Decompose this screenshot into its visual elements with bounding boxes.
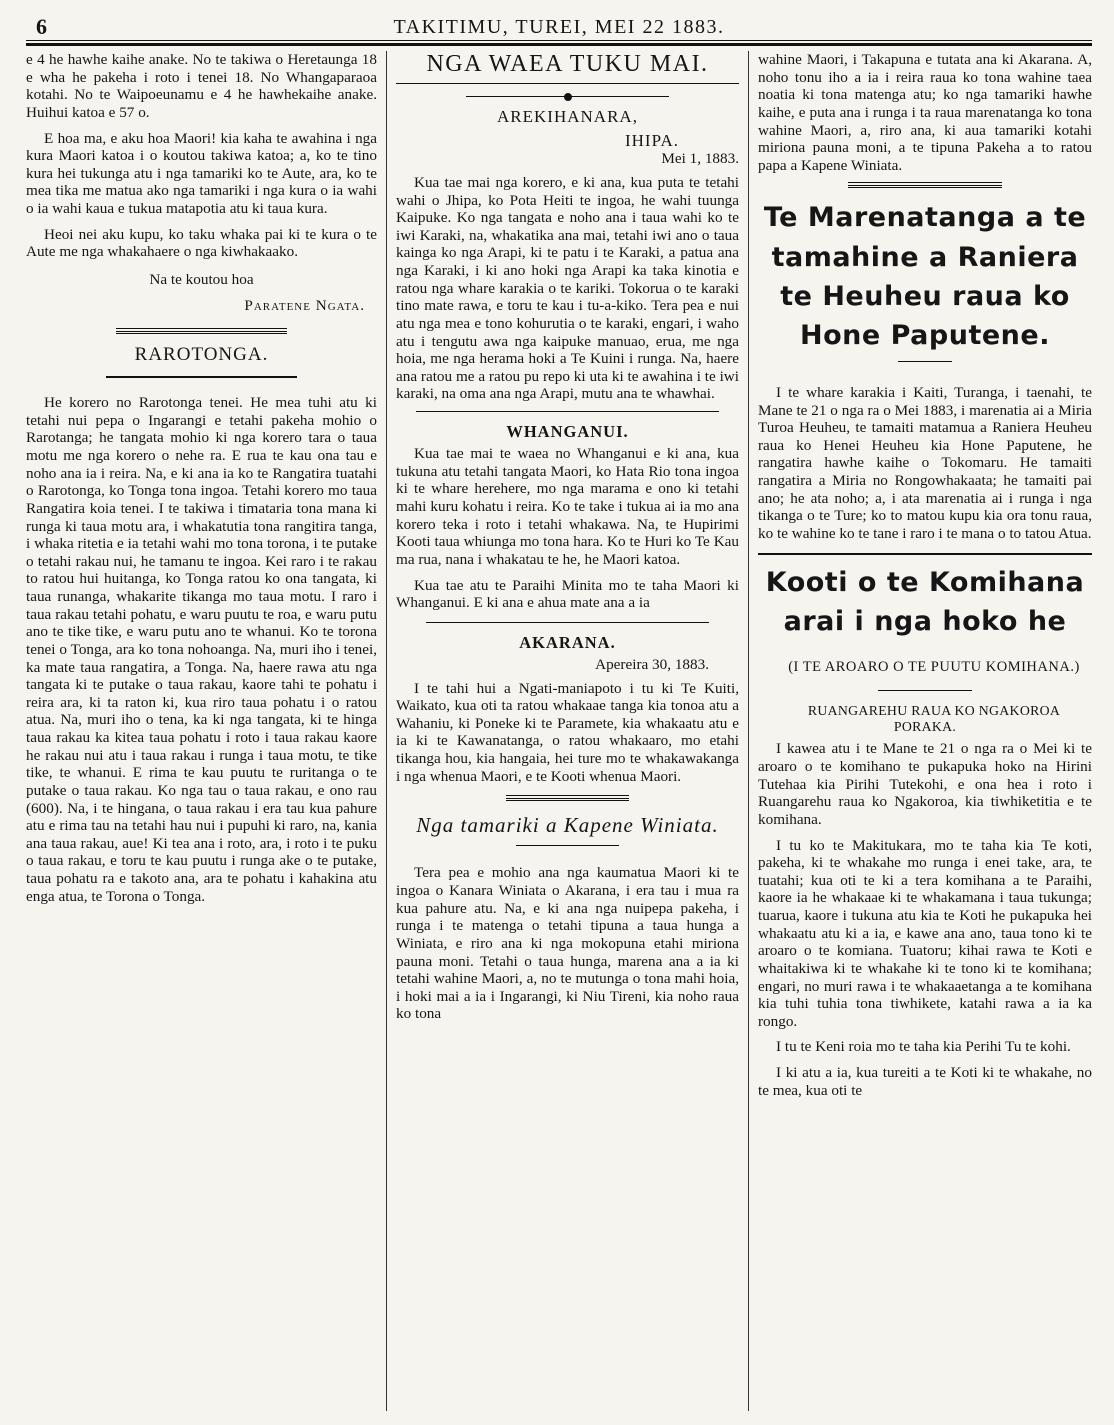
column-2 (386, 51, 748, 1411)
column-1 (26, 51, 386, 1411)
ruangarehu-body: I ki atu a ia, kua tureiti a te Koti ki te whakahe, no te mea, kua oti te (758, 1064, 1092, 1099)
ruangarehu-body: I kawea atu i te Mane te 21 o nga ra o Mei ki te aroaro o te komihano te pukapuka hoko na Hirini Tutehaa kia Pirihi Tutekohi, e ona hea i roto i Ruangarehu raua ko Ngakoroa, kia tiwhiketitia e te komihana. (758, 740, 1092, 828)
page-header-title: TAKITIMU, TUREI, MEI 22 1883. (393, 16, 725, 38)
section-divider (516, 845, 619, 846)
dateline-date: Apereira 30, 1883. (595, 655, 709, 673)
rarotonga-body: He korero no Rarotonga tenei. He mea tuhi atu ki tetahi nui pepa o Ingarangi e tetahi pakeha mohio o Rarotanga; he tangata mohio ki nga korero tara o taua motu me nga korero o nehe ra. E rua te kau ona tau e noho ana ia i reira. Na, e ki ana ia ko te Rangatira tuatahi o Rarotonga, ko Tonga tona ingoa. Tetahi korero mo taua Rangatira koia tenei. I te takiwa i timataria tona mana ki runga ki taua motu ara, i whakatutia tona rangitira tanga, i whaka ritetia e ia tetahi wahi mo tona torona, i te putake o tetahi rakau nui, he tamanu te ingoa. Kei raro i te rakau to ratou hui huitanga, ko Tonga ratou ko ona tangata, ki taua runanga, whakarite tikanga mo taua motu. I raro i taua rakau tetahi pohatu, e waru puutu te roa, e waru putu ano te tike tike, e waru putu ano te whanui. Ko te torona tenei o Tonga, ara ko tona nohoanga. Na, muri iho i tenei, ka mate taua rangatira, a Tonga. Na, haere rawa atu nga tangata ki te putake o taua rakau, kaore tahi te pohatu i reira ara, ki ta raton ki, kua riro taua pohatu i o ratou atua. Na, muri iho o tena, ka ki nga tangata, ki te hinga taua rakau ka kitea taua pohatu i roto i taua rakau kaore he rakau nui atu i taua rakau i runga i taua motu, te tike tike, te whanui. E rima te kau puutu te ruritanga o te putake o taua rakau. Ko nga tau o taua rakau, e ono rau (600). Na, i te hingana, o taua rakau i era tau kua pahure atu e rima tau na tetahi hau nui i pupuhi ki raro, na, kania ana taua rakau, aue! Ki tea ana i roto, ara, i roto i te puku o taua rakau, e toru te kau puutu i runga ake o te putake, taua pohatu ra e takoto ana, ara te pohatu i kahakina atu enga atua, te Torona o Tonga. (26, 394, 377, 905)
page-number: 6 (36, 14, 47, 39)
section-divider (116, 328, 287, 334)
ruangarehu-heading: RUANGAREHU RAUA KO NGAKOROA PORAKA. (807, 702, 1061, 734)
dateline-place: AREKIHANARA, (497, 106, 638, 126)
diamond-ornament-icon (562, 91, 573, 102)
col1-paragraph: Heoi nei aku kupu, ko taku whaka pai ki te kura o te Aute me nga whakahaere o nga kiwhakaako. (26, 225, 377, 261)
section-divider (416, 411, 719, 412)
winiata-body: Tera pea e mohio ana nga kaumatua Maori ki te ingoa o Kanara Winiata o Akarana, i era tau i mua ra kua pahure atu. Na, e ki ana nga nuipepa pakeha, i runga i te matenga o tetahi tipuna a taua hunga a Winiata, e riro ana ki nga mokopuna etahi miriona pauna moni. Tetahi o taua hunga, marena ana a ia ki tetahi wahine Maori, a, no te mutunga o tona mahi hoia, i hoki mai a ia i Ingarangi, ki Niu Tireni, kia noho raua ko tona (396, 864, 739, 1023)
signature-name: Paratene Ngata. (244, 296, 365, 314)
column-3 (748, 51, 1092, 1411)
columns (26, 51, 1092, 1411)
section-title-marenatanga: Te Marenatanga a te tamahine a Raniera te Heuheu raua ko Hone Paputene. (763, 202, 1087, 351)
kooti-subheading: (I TE AROARO O TE PUUTU KOMIHANA.) (788, 658, 1080, 675)
col1-intro: e 4 he hawhe kaihe anake. No te takiwa o Heretaunga 18 e wha he pakeha i roto i tenei 18. No Whangaparaoa kotahi. No te Waipoeunamu e 4 he hawhekaihe anake. Huihui katoa e 57 o. (26, 51, 377, 121)
telegram-body: Kua tae mai nga korero, e ki ana, kua puta te tetahi wahi o Jhipa, ko Pota Heiti te ingoa, he wahi tuunga Kaipuke. Ko nga tangata e noho ana i taua wahi ko te iwi Karaki, na, whakatika ana mai, tetahi iwi ano o taua kainga ko nga Arapi, ki te patu i te Karaki, a patua ana nga Karaki, i ki ano hoki nga Arapi ka taka kinotia e ratou nga whare karakia o te kariki. Tokorua o te karaki tino mate rawa, e toru te kau i tu-a-kiko. Tera pea e nui atu nga mea e tono kohurutia o te karaki, engari, i waho atu i tengutu awa nga kaipuke manuao, erua, me nga hoia, me nga herama hoki a Te Kuini i runga. Na, haere ana ratou me a ratou pu repo ki uta ki te awahina i te iwi karaki, na oma ana nga Arapi, mutu ana te whawhai. (396, 173, 739, 403)
section-divider (426, 622, 709, 623)
section-title-kooti: Kooti o te Komihana arai i nga hoko he (765, 566, 1085, 637)
dateline-subplace: IHIPA. (624, 130, 679, 150)
masthead (26, 14, 1092, 41)
telegram-body: Kua tae mai te waea no Whanganui e ki ana, kua tukuna atu tetahi tangata Maori, ko Hata Rio tona ingoa ki te whare herehere, mo nga marama e ono ki tetahi mahi kuru kohatu i reira. Ko te take i tukua ai ia mo ana korero teka i roto i tetahi whakawa. Na, te Hupirimi Kooti taua whiunga mo tona hara. Ko te Huri ko Te Kau ma rua, nana i whakatau te he, he Maori katoa. (396, 445, 739, 568)
header-rule (26, 43, 1092, 46)
marenatanga-body: I te whare karakia i Kaiti, Turanga, i taenahi, te Mane te 21 o nga ra o Mei 1883, i marenatia ai a Miria Turoa Heuheu, te tamaiti matamua a Raniera Heuheu raua ko Henei Heuheu kia Hone Paputene, he rangatira hawhe kaihe o Tokomaru. He tamaiti rangatira a Miria no Rongowhakaata; he tamaiti pai ano; he ata noho; a, i ata marenatia ai i runga i nga tikanga o te Ture; ko to matou kupu kia ora tonu raua, ko te wahine ko te tane i raro i te mana o to tatou Atua. (758, 383, 1092, 542)
section-title-rarotonga: RAROTONGA. (134, 344, 269, 366)
telegram-body: Kua tae atu te Paraihi Minita mo te taha Maori ki Whanganui. E ki ana e ahua mate ana a ia (396, 576, 739, 612)
telegram-body: I te tahi hui a Ngati-maniapoto i tu ki Te Kuiti, Waikato, kua oti ta ratou whakaae tanga kia tonoa atu a Wahaniu, ki Poneke ki te Paramete, kia whakaatu atu e ia ki te Kawanatanga, o ratou whakaaro, mo etahi tikanga hou, kia hangaia, hei ture mo te whakawakanga i nga whenua Maori, e te Kooti whenua Maori. (396, 679, 739, 785)
winiata-continued: wahine Maori, i Takapuna e tutata ana ki Akarana. A, noho tonu iho a ia i reira raua ko tona wahine taea noatia ki tona matenga atu; ko nga tamariki hawhe kaihe, e puta ana i runga i ta raua marenatanga ko tona wahine Maori, a, riro ana, ki aua tamariki kotahi miriona pauna moni, a te tipuna Pakeha a to ratou papa a Kapene Winiata. (758, 51, 1092, 174)
section-divider (506, 795, 629, 801)
section-divider (878, 690, 972, 691)
section-divider (106, 376, 297, 378)
section-title-winiata: Nga tamariki a Kapene Winiata. (416, 813, 719, 838)
section-divider (758, 553, 1092, 555)
dateline-date: Mei 1, 1883. (661, 150, 739, 168)
signature-salutation: Na te koutou hoa (149, 270, 254, 288)
section-divider (848, 182, 1002, 188)
ruangarehu-body: I tu te Keni roia mo te taha kia Perihi Tu te kohi. (776, 1038, 1071, 1056)
col1-paragraph: E hoa ma, e aku hoa Maori! kia kaha te awahina i nga kura Maori katoa i o koutou takiwa katoa; a, ko te tino kura hei tukunga atu i nga tamariki ko te Aute, ara, ko te mea tika me matua ako nga tamariki i nga kura o ia wahi o ia wahi kaua e tukua matapotia atu ki taua kura. (26, 129, 377, 217)
ruangarehu-body: I tu ko te Makitukara, mo te taha kia Te koti, pakeha, ki te whakahe mo runga i enei take, ara, te tuatahi; kua oti te ki a tera komihana a te Paraihi, kaore ia he whakaae ki te whakamana i taua tukunga; tuarua, kaore i tukuna atu kia te Koti he pukapuka hei whakaatu atu ki a ia, e kawe ana ano, taua tono ki te aroaro o te komiana. Tuatoru; kihai rawa te Koti e whaitakiwa ki te whakahe ki te tono ki te komihana; engari, no muri rawa i te whakaaetanga a te komihana kia tuhi tuhia tona tiwhikete, katahi rawa a ia ka rongo. (758, 836, 1092, 1030)
ornament-divider (466, 96, 669, 97)
section-title-nga-waea: NGA WAEA TUKU MAI. (396, 51, 739, 84)
section-divider (898, 361, 952, 362)
section-title-whanganui: WHANGANUI. (506, 422, 629, 442)
section-title-akarana: AKARANA. (519, 632, 616, 652)
